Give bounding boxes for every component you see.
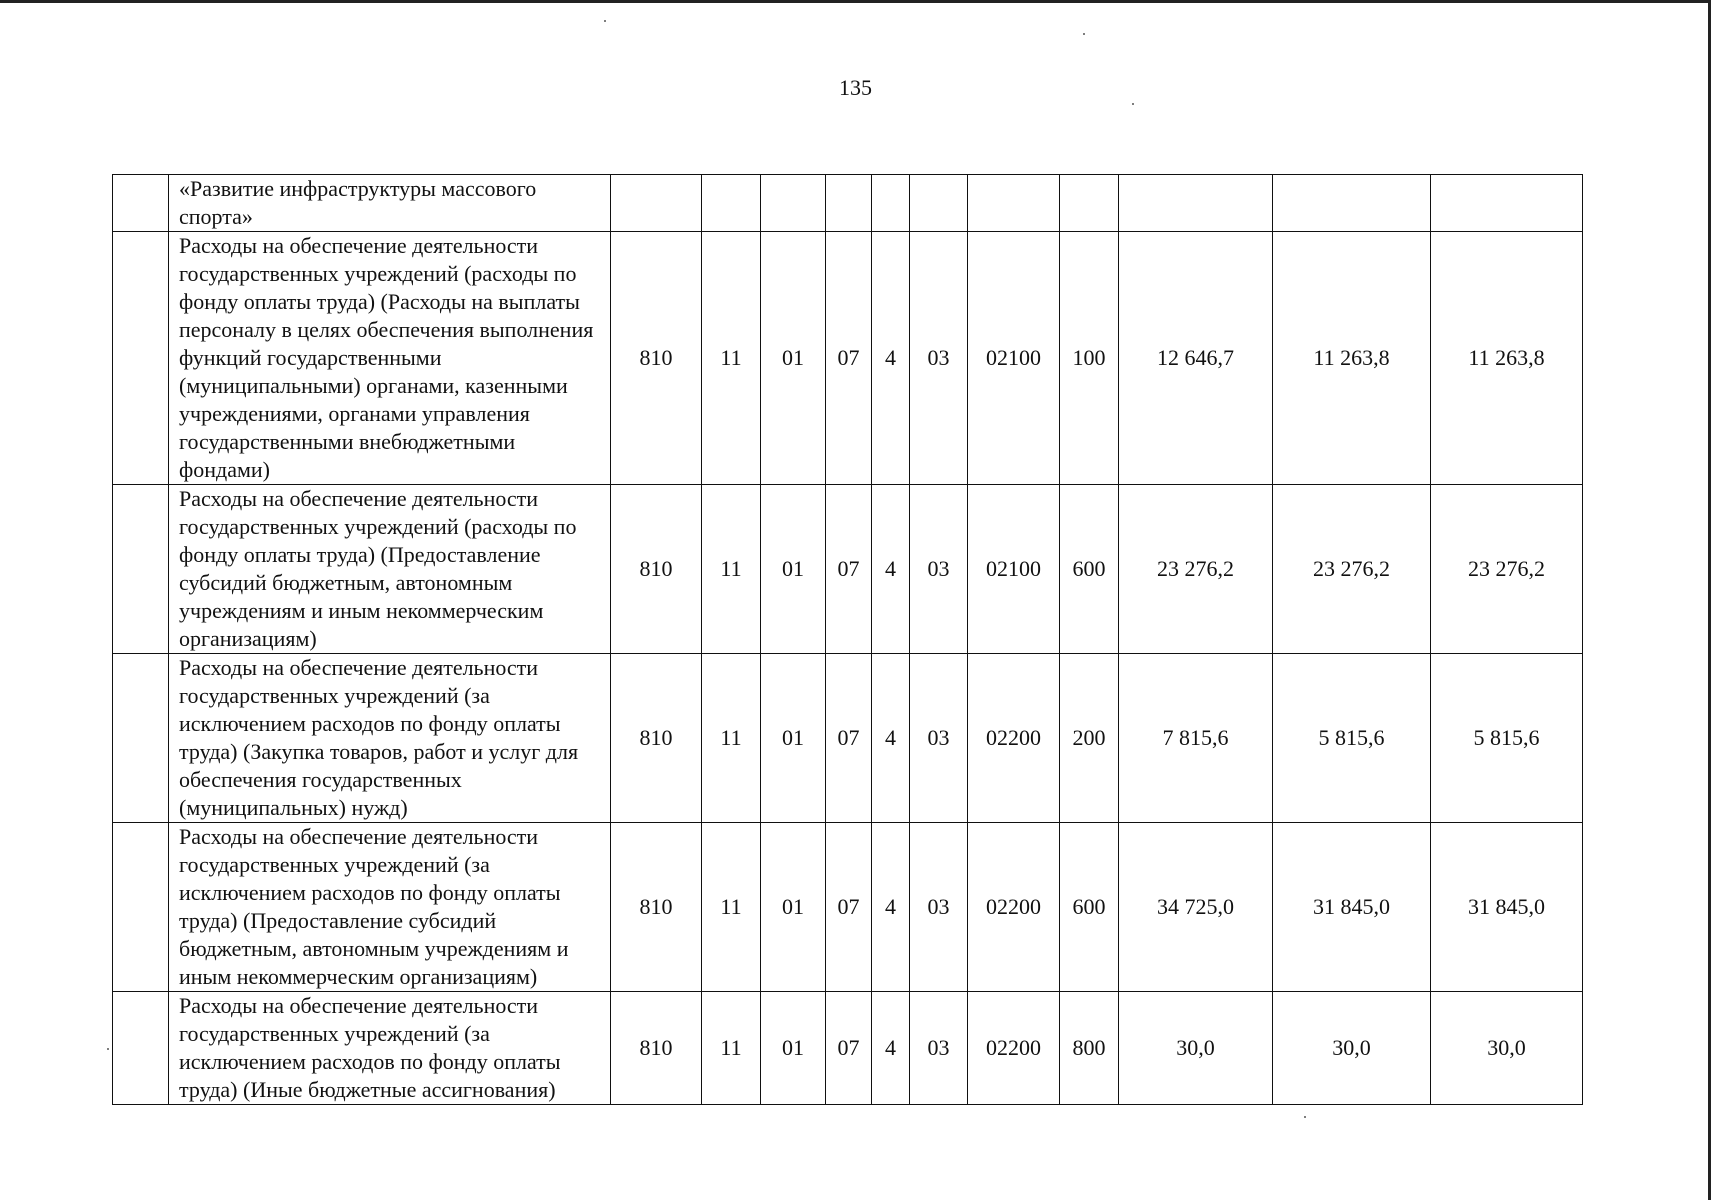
index-cell xyxy=(113,992,169,1105)
year1-amount-cell: 12 646,7 xyxy=(1119,232,1273,485)
expense-type-cell: 100 xyxy=(1060,232,1119,485)
table-row xyxy=(113,654,1583,823)
target-article-cell-2: 4 xyxy=(872,485,910,654)
scan-speck xyxy=(107,1048,109,1050)
index-cell xyxy=(113,823,169,992)
section-cell: 11 xyxy=(702,654,761,823)
ved-cell: 810 xyxy=(611,232,702,485)
scan-border-top xyxy=(0,0,1711,3)
expense-type-cell: 600 xyxy=(1060,823,1119,992)
target-article-cell-2: 4 xyxy=(872,823,910,992)
section-cell: 11 xyxy=(702,992,761,1105)
subsection-cell: 01 xyxy=(761,823,826,992)
expense-type-cell: 200 xyxy=(1060,654,1119,823)
target-article-cell-2: 4 xyxy=(872,992,910,1105)
table-row xyxy=(113,823,1583,992)
target-article-cell-2 xyxy=(872,175,910,232)
target-article-cell-4: 02100 xyxy=(968,485,1060,654)
subsection-cell: 01 xyxy=(761,232,826,485)
subsection-cell: 01 xyxy=(761,992,826,1105)
target-article-cell-3 xyxy=(910,175,968,232)
target-article-cell-2: 4 xyxy=(872,654,910,823)
subsection-cell xyxy=(761,175,826,232)
scan-speck xyxy=(1304,1116,1306,1118)
description-cell: Расходы на обеспечение деятельности государственных учреждений (за исключением расходов по фонду оплаты труда) (Предоставление субсидий бюджетным, автономным учреждениям и иным некоммерческим организациям) xyxy=(169,823,611,992)
table-row xyxy=(113,992,1583,1105)
ved-cell: 810 xyxy=(611,654,702,823)
year3-amount-cell: 11 263,8 xyxy=(1431,232,1583,485)
year2-amount-cell xyxy=(1273,175,1431,232)
target-article-cell-4 xyxy=(968,175,1060,232)
table-row xyxy=(113,232,1583,485)
description-cell: Расходы на обеспечение деятельности государственных учреждений (за исключением расходов по фонду оплаты труда) (Закупка товаров, работ и услуг для обеспечения государственных (муниципальных) нужд) xyxy=(169,654,611,823)
year1-amount-cell: 30,0 xyxy=(1119,992,1273,1105)
ved-cell: 810 xyxy=(611,485,702,654)
target-article-cell-2: 4 xyxy=(872,232,910,485)
section-cell: 11 xyxy=(702,823,761,992)
section-cell: 11 xyxy=(702,232,761,485)
description-cell: Расходы на обеспечение деятельности государственных учреждений (расходы по фонду оплаты труда) (Расходы на выплаты персоналу в целях обеспечения выполнения функций государственными (муниципальными) органами, казенными учреждениями, органами управления государственными внебюджетными фондами) xyxy=(169,232,611,485)
target-article-cell-1: 07 xyxy=(826,654,872,823)
index-cell xyxy=(113,485,169,654)
target-article-cell-1 xyxy=(826,175,872,232)
ved-cell xyxy=(611,175,702,232)
budget-table xyxy=(112,174,1583,1105)
year1-amount-cell: 34 725,0 xyxy=(1119,823,1273,992)
table-row xyxy=(113,175,1583,232)
page-number: 135 xyxy=(839,75,872,100)
year2-amount-cell: 30,0 xyxy=(1273,992,1431,1105)
target-article-cell-3: 03 xyxy=(910,232,968,485)
description-cell: «Развитие инфраструктуры массового спорта» xyxy=(169,175,611,232)
ved-cell: 810 xyxy=(611,992,702,1105)
description-cell: Расходы на обеспечение деятельности государственных учреждений (расходы по фонду оплаты труда) (Предоставление субсидий бюджетным, автономным учреждениям и иным некоммерческим организациям) xyxy=(169,485,611,654)
section-cell xyxy=(702,175,761,232)
index-cell xyxy=(113,232,169,485)
target-article-cell-4: 02200 xyxy=(968,654,1060,823)
expense-type-cell xyxy=(1060,175,1119,232)
ved-cell: 810 xyxy=(611,823,702,992)
subsection-cell: 01 xyxy=(761,654,826,823)
target-article-cell-4: 02200 xyxy=(968,823,1060,992)
year3-amount-cell: 5 815,6 xyxy=(1431,654,1583,823)
expense-type-cell: 800 xyxy=(1060,992,1119,1105)
year3-amount-cell: 31 845,0 xyxy=(1431,823,1583,992)
subsection-cell: 01 xyxy=(761,485,826,654)
index-cell xyxy=(113,654,169,823)
description-cell: Расходы на обеспечение деятельности государственных учреждений (за исключением расходов по фонду оплаты труда) (Иные бюджетные ассигнования) xyxy=(169,992,611,1105)
target-article-cell-3: 03 xyxy=(910,485,968,654)
year3-amount-cell: 23 276,2 xyxy=(1431,485,1583,654)
table-row xyxy=(113,485,1583,654)
index-cell xyxy=(113,175,169,232)
target-article-cell-1: 07 xyxy=(826,992,872,1105)
year3-amount-cell: 30,0 xyxy=(1431,992,1583,1105)
year1-amount-cell xyxy=(1119,175,1273,232)
year2-amount-cell: 23 276,2 xyxy=(1273,485,1431,654)
target-article-cell-1: 07 xyxy=(826,485,872,654)
year3-amount-cell xyxy=(1431,175,1583,232)
target-article-cell-1: 07 xyxy=(826,232,872,485)
scan-speck xyxy=(604,20,606,22)
section-cell: 11 xyxy=(702,485,761,654)
year1-amount-cell: 7 815,6 xyxy=(1119,654,1273,823)
year1-amount-cell: 23 276,2 xyxy=(1119,485,1273,654)
year2-amount-cell: 11 263,8 xyxy=(1273,232,1431,485)
year2-amount-cell: 5 815,6 xyxy=(1273,654,1431,823)
year2-amount-cell: 31 845,0 xyxy=(1273,823,1431,992)
target-article-cell-3: 03 xyxy=(910,823,968,992)
target-article-cell-4: 02200 xyxy=(968,992,1060,1105)
target-article-cell-1: 07 xyxy=(826,823,872,992)
scan-speck xyxy=(1083,33,1085,35)
scan-speck xyxy=(1132,103,1134,105)
target-article-cell-4: 02100 xyxy=(968,232,1060,485)
target-article-cell-3: 03 xyxy=(910,654,968,823)
expense-type-cell: 600 xyxy=(1060,485,1119,654)
target-article-cell-3: 03 xyxy=(910,992,968,1105)
